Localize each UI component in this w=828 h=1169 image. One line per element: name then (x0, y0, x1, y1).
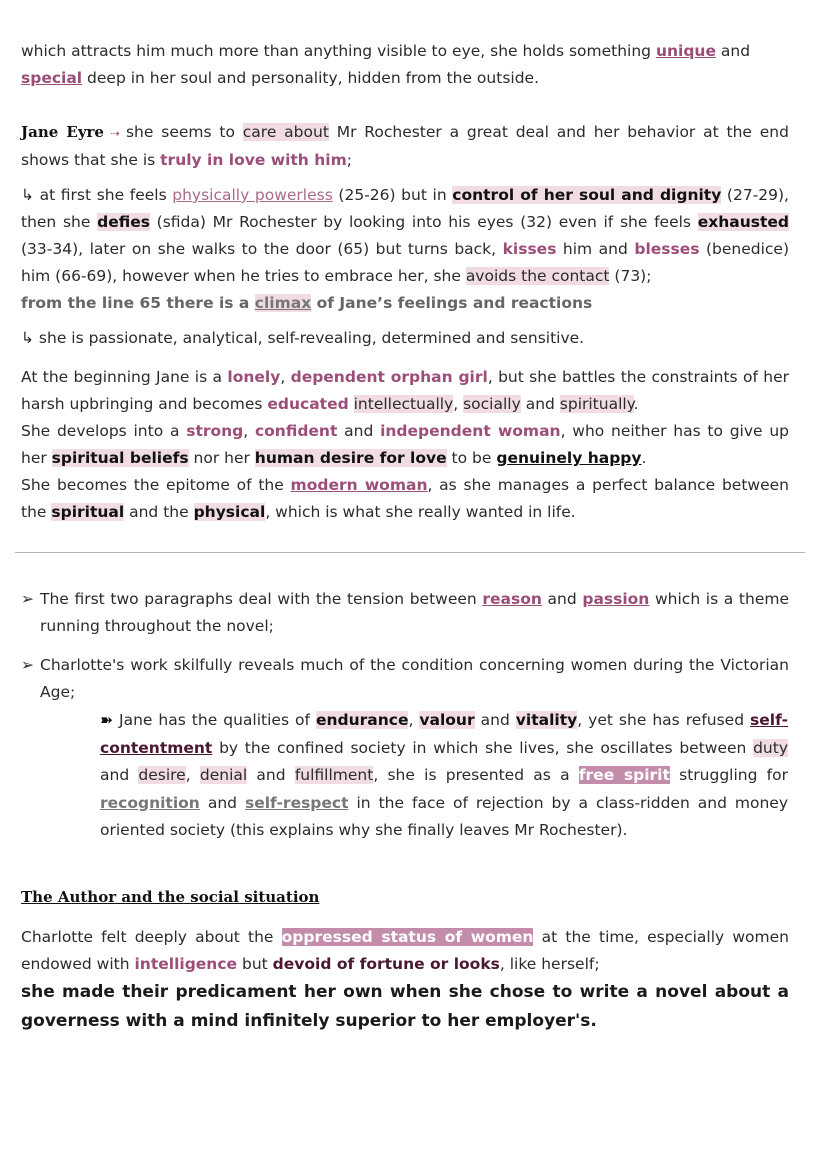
paragraph-development: At the beginning Jane is a lonely, dependent orphan girl, but she battles the constraints of her harsh upbringing and becomes educated intellectually, socially and spiritually. She develops into a strong, confident and independent woman, who neither has to give up her spiritual beliefs nor her human desire for love to be genuinely happy. She becomes the epitome of the modern woman, as she manages a perfect balance between the spiritual and the physical, which is what she really wanted in life. (21, 368, 789, 521)
highlight-spiritually: spiritually (559, 395, 634, 413)
highlight-human-desire: human desire for love (254, 449, 447, 467)
bullet-victorian-age: ➢ Charlotte's work skilfully reveals much of the condition concerning women during the Victorian Age; (21, 652, 789, 706)
highlight-intelligence: intelligence (134, 955, 238, 973)
highlight-independent-woman: independent woman (380, 422, 561, 440)
divider (15, 552, 805, 553)
highlight-intellectually: intellectually (353, 395, 454, 413)
highlight-genuinely-happy: genuinely happy (496, 449, 642, 467)
highlight-passion: passion (582, 590, 650, 608)
highlight-blesses: blesses (634, 240, 700, 258)
highlight-denial: denial (199, 766, 248, 784)
highlight-self-contentment: self-contentment (100, 711, 789, 757)
highlight-climax: climax (254, 294, 312, 312)
double-arrow-icon: ➽ (100, 711, 113, 729)
highlight-free-spirit: free spirit (578, 766, 670, 784)
highlight-care-about: care about (242, 123, 329, 141)
bullet-arrow-icon: ➢ (21, 656, 34, 674)
highlight-lonely: lonely (227, 368, 281, 386)
sub-bullet-qualities: ➽ Jane has the qualities of endurance, valour and vitality, yet she has refused self-contentment by the confined society in which she lives, she oscillates between duty and desire, denial and fulfillment, she is presented as a free spirit struggling for recognition and self-respect in the face of rejection by a class-ridden and money oriented society (this explains why she finally leaves Mr Rochester). (100, 711, 789, 839)
highlight-confident: confident (254, 422, 338, 440)
arrow-icon: ⇢ (103, 127, 126, 140)
highlight-orphan: dependent orphan girl (290, 368, 488, 386)
highlight-exhausted: exhausted (697, 213, 790, 231)
highlight-devoid: devoid of fortune or looks (272, 955, 500, 973)
highlight-defies: defies (97, 213, 150, 231)
highlight-modern-woman: modern woman (290, 476, 428, 494)
highlight-avoids-contact: avoids the contact (465, 267, 610, 285)
highlight-recognition: recognition (100, 793, 200, 812)
highlight-spiritual-beliefs: spiritual beliefs (51, 449, 189, 467)
highlight-desire: desire (138, 766, 186, 784)
section-heading: The Author and the social situation (21, 888, 320, 906)
highlight-physically-powerless: physically powerless (172, 186, 333, 204)
paragraph-traits: ↳ she is passionate, analytical, self-revealing, determined and sensitive. (21, 329, 585, 347)
highlight-educated: educated (267, 395, 349, 413)
paragraph-jane-eyre: Jane Eyre ⇢ she seems to care about Mr Rochester a great deal and her behavior at the end shows that she is truly in love with him; (21, 123, 789, 169)
highlight-physical: physical (193, 503, 266, 521)
highlight-unique: unique (655, 42, 716, 60)
paragraph-behaviour: ↳ at first she feels physically powerless (25-26) but in control of her soul and dignity (27-29), then she defies (sfida) Mr Rochester by looking into his eyes (32) even if she feels exhausted (33-34), later on she walks to the door (65) but turns back, kisses him and blesses (benedice) him (66-69), however when he tries to embrace her, she avoids the contact (73); from the line 65 there is a climax of Jane’s feelings and reactions (21, 186, 790, 312)
highlight-vitality: vitality (515, 711, 578, 729)
highlight-special: special (21, 69, 83, 87)
paragraph-conclusion: she made their predicament her own when she chose to write a novel about a governess with a mind infinitely superior to her employer's. (21, 982, 789, 1031)
return-arrow-icon: ↳ (21, 329, 39, 347)
highlight-oppressed-status: oppressed status of women (281, 928, 534, 946)
highlight-kisses: kisses (502, 240, 557, 258)
highlight-fulfillment: fulfillment (294, 766, 374, 784)
return-arrow-icon: ↳ (21, 186, 40, 204)
highlight-truly-in-love: truly in love with him (160, 151, 347, 169)
bullet-reason-passion: ➢ The first two paragraphs deal with the tension between reason and passion which is a theme running throughout the novel; (21, 586, 789, 640)
highlight-control: control of her soul and dignity (452, 186, 722, 204)
bullet-arrow-icon: ➢ (21, 590, 34, 608)
paragraph-intro: which attracts him much more than anything visible to eye, she holds something unique and special deep in her soul and personality, hidden from the outside. (21, 42, 751, 87)
paragraph-author: Charlotte felt deeply about the oppressed status of women at the time, especially women endowed with intelligence but devoid of fortune or looks, like herself; (21, 928, 789, 973)
highlight-reason: reason (482, 590, 542, 608)
term-jane-eyre: Jane Eyre (21, 123, 104, 141)
highlight-self-respect: self-respect (244, 793, 349, 812)
highlight-valour: valour (419, 711, 475, 729)
highlight-duty: duty (753, 738, 788, 757)
highlight-socially: socially (463, 395, 521, 413)
highlight-endurance: endurance (315, 711, 409, 729)
highlight-spiritual: spiritual (51, 503, 125, 521)
highlight-strong: strong (186, 422, 244, 440)
